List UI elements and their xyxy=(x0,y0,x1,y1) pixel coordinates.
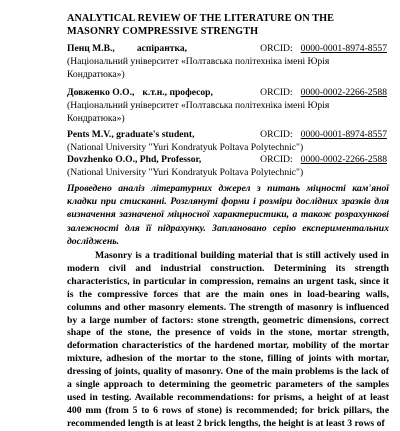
author-block-en-1 xyxy=(67,128,387,154)
author-name: Dovzhenko O.O., Phd, Professor, xyxy=(67,154,202,165)
author-affiliation: (National University "Yuri Kondratyuk Poltava Polytechnic") xyxy=(67,142,304,153)
abstract: Проведено аналіз літературних джерел з питань міцності кам'яної кладки при стисканні. Розглянуті форми і розміри дослідних зразків для визначення зазначеної міцносної характеристики, а також розрахункові залежності для її підрахунку. Заплановано серію експериментальних досліджень. xyxy=(67,183,389,247)
author-affiliation: (Національний університет «Полтавська політехніка імені Юрія Кондратюка») xyxy=(67,100,330,124)
author-name: Пенц М.В., xyxy=(67,43,115,54)
orcid-link[interactable]: 0000-0002-2266-2588 xyxy=(300,87,387,98)
author-role: аспірантка, xyxy=(136,43,188,54)
author-block-en-2 xyxy=(67,153,387,179)
body-paragraph: Masonry is a traditional building material that is still actively used in modern civil and industrial construction. Determining its strength characteristics, in particular in compression, remains an urgent task, since it is the compressive forces that are the main ones in load-bearing walls, columns and other masonry elements. The strength of masonry is influenced by a large number of factors: stone strength, geometric dimensions, correct shape of the stone, the presence of voids in the stone, mortar strength, deformation characteristics of the hardened mortar, mobility of the mortar mixture, adhesion of the mortar to the stone, filling of joints with mortar, dressing of joints, quality of masonry. One of the main problems is the lack of a single approach to determining the geometric parameters of the samples used in testing. Available recommendations: for prisms, a height of at least 400 mm (from 5 to 6 rows of stone) is recommended; for brick pillars, the recommended length is at least 2 brick lengths, the height is at least 3 rows of xyxy=(67,250,389,429)
orcid-label: ORCID: xyxy=(260,154,293,165)
orcid-label: ORCID: xyxy=(260,129,293,140)
author-name: Довженко О.О., xyxy=(67,87,135,98)
paper-title: ANALYTICAL REVIEW OF THE LITERATURE ON THE MASONRY COMPRESSIVE STRENGTH xyxy=(67,13,335,37)
author-role: к.т.н., професор, xyxy=(142,87,213,98)
orcid-link[interactable]: 0000-0001-8974-8557 xyxy=(300,43,387,54)
author-affiliation: (National University "Yuri Kondratyuk Poltava Polytechnic") xyxy=(67,167,304,178)
orcid-label: ORCID: xyxy=(260,87,293,98)
author-block-ua-2 xyxy=(67,86,387,125)
author-block-ua-1 xyxy=(67,42,387,81)
orcid-link[interactable]: 0000-0002-2266-2588 xyxy=(300,154,387,165)
author-affiliation: (Національний університет «Полтавська політехніка імені Юрія Кондратюка») xyxy=(67,56,330,80)
orcid-label: ORCID: xyxy=(260,43,293,54)
author-name: Pents M.V., graduate's student, xyxy=(67,129,195,140)
orcid-link[interactable]: 0000-0001-8974-8557 xyxy=(300,129,387,140)
